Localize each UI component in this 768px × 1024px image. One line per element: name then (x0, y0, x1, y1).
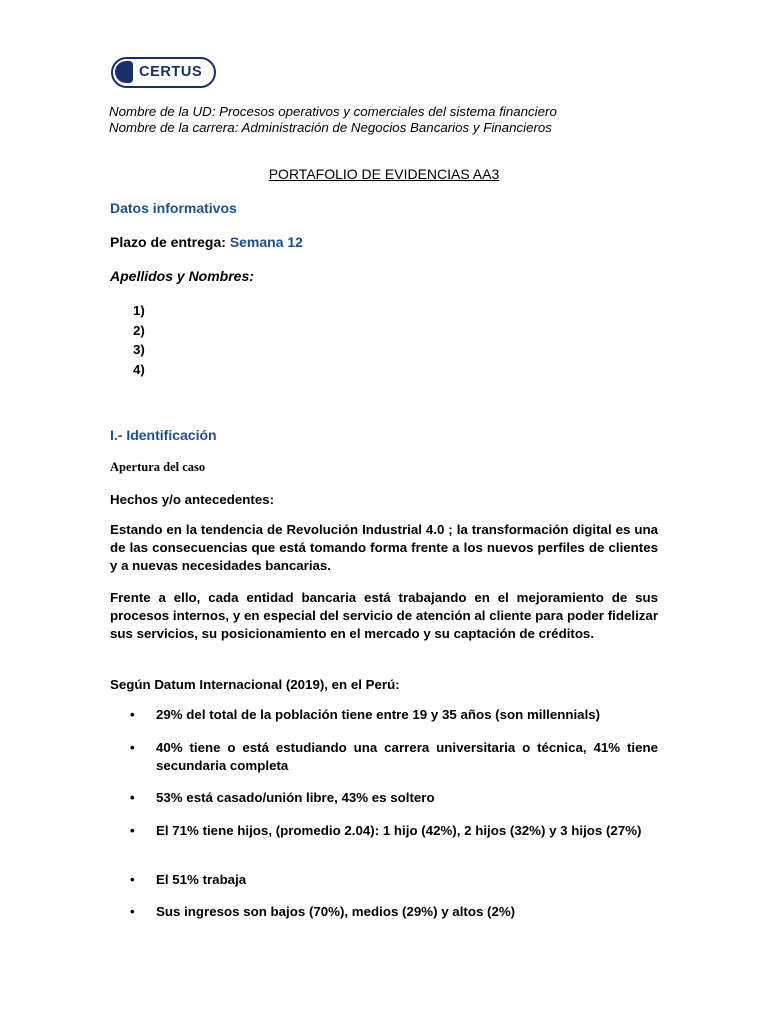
plazo-value: Semana 12 (229, 234, 303, 250)
plazo-entrega (110, 234, 303, 251)
list-item-text: El 71% tiene hijos, (promedio 2.04): 1 hijo (42%), 2 hijos (32%) y 3 hijos (27%) (156, 823, 642, 838)
identificacion-heading: I.- Identificación (110, 427, 217, 443)
bullet-icon: • (130, 872, 135, 887)
list-item: 4) (133, 361, 145, 377)
career-name: Nombre de la carrera: Administración de Negocios Bancarios y Financieros (109, 120, 552, 135)
datos-informativos-heading: Datos informativos (110, 200, 237, 216)
logo-text: CERTUS (139, 64, 203, 80)
list-item: 3) (133, 342, 145, 357)
logo-mark-icon (115, 61, 133, 83)
list-item-text: 40% tiene o está estudiando una carrera universitaria o técnica, 41% tiene secundaria completa (156, 740, 658, 773)
paragraph-2: Frente a ello, cada entidad bancaria está trabajando en el mejoramiento de sus procesos internos, y en especial del servicio de atención al cliente para poder fidelizar sus servicios, su posicionamiento en el mercado y su captación de créditos. (110, 590, 658, 641)
ud-name: Nombre de la UD: Procesos operativos y comerciales del sistema financiero (109, 104, 557, 119)
bullet-icon: • (130, 790, 135, 805)
plazo-label: Plazo de entrega: (110, 234, 230, 250)
numbered-list (133, 301, 145, 379)
bullet-icon: • (130, 823, 135, 838)
paragraph-1: Estando en la tendencia de Revolución Industrial 4.0 ; la transformación digital es una de las consecuencias que está tomando forma frente a los nuevos perfiles de clientes y a nuevas necesidades bancarias. (110, 522, 658, 573)
page-title (0, 166, 768, 183)
bullet-icon: • (130, 904, 135, 919)
apertura-caso: Apertura del caso (110, 460, 206, 474)
list-item-text: 29% del total de la población tiene entre 19 y 35 años (son millennials) (156, 707, 601, 722)
bullet-icon: • (130, 740, 135, 755)
list-item-text: Sus ingresos son bajos (70%), medios (29%) y altos (2%) (156, 904, 516, 919)
list-item: 1) (133, 303, 145, 318)
page-title-text: PORTAFOLIO DE EVIDENCIAS AA3 (268, 166, 500, 182)
segun-datum: Según Datum Internacional (2019), en el Perú: (110, 677, 400, 692)
apellidos-label: Apellidos y Nombres: (110, 268, 254, 284)
list-item: 2) (133, 322, 145, 338)
list-item-text: 53% está casado/unión libre, 43% es soltero (156, 790, 435, 805)
bullet-icon: • (130, 707, 135, 722)
hechos-heading: Hechos y/o antecedentes: (110, 492, 275, 507)
list-item-text: El 51% trabaja (156, 872, 247, 887)
certus-logo (111, 57, 216, 88)
